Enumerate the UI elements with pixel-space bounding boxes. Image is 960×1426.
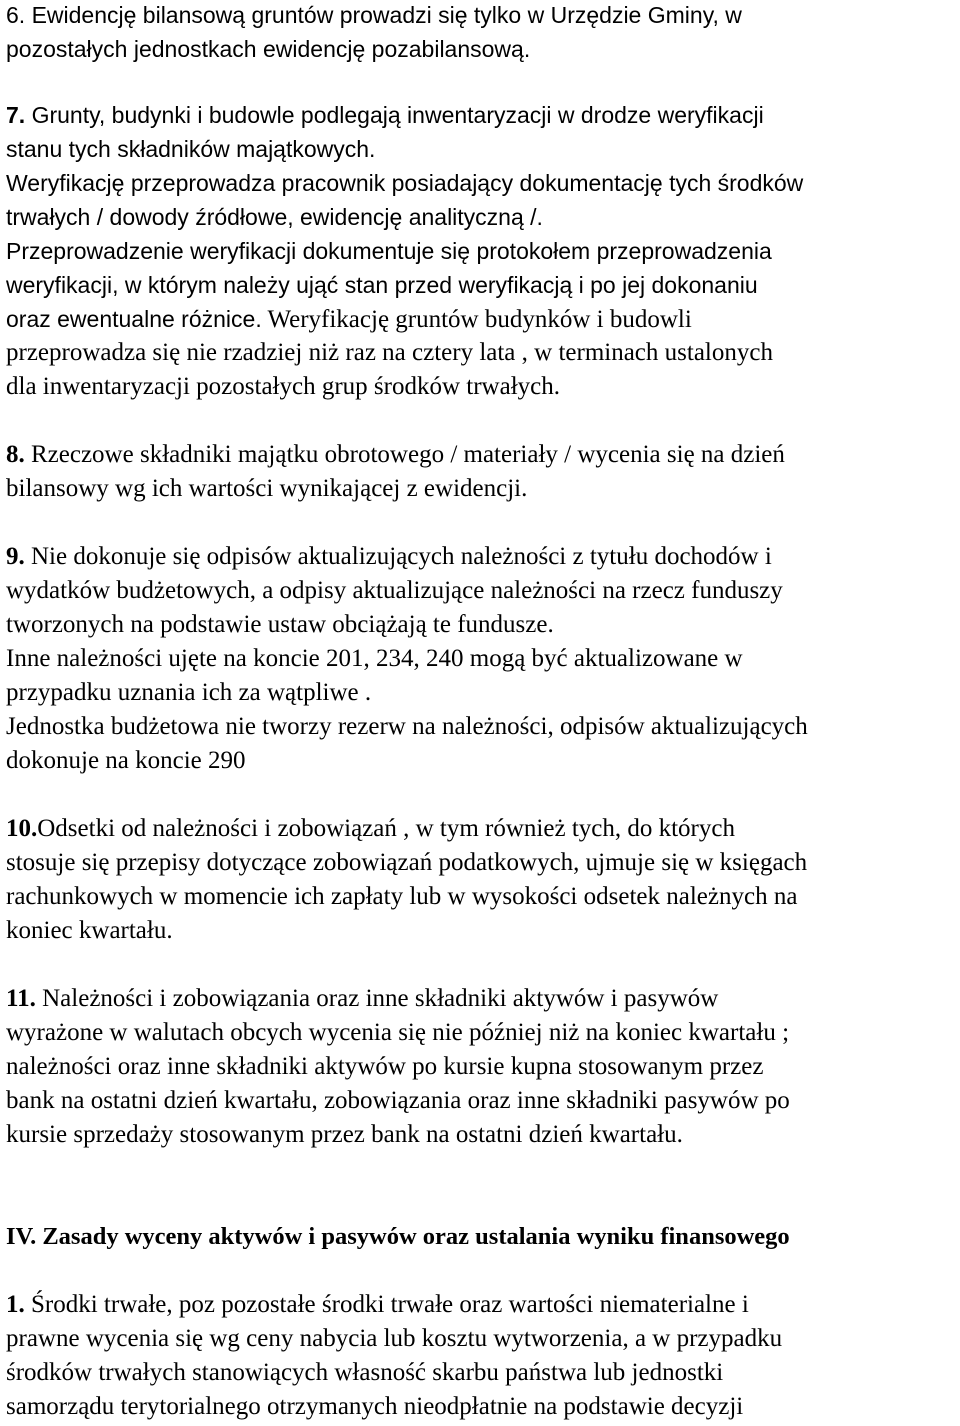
paragraph-9-line-5: przypadku uznania ich za wątpliwe . — [6, 679, 372, 706]
paragraph-7-line-1-text: Grunty, budynki i budowle podlegają inwentaryzacji w drodze weryfikacji — [25, 102, 764, 128]
paragraph-7-line-7-sans: oraz ewentualne różnice. — [6, 306, 262, 332]
section-1-line-1 — [6, 1290, 749, 1320]
paragraph-9-line-4: Inne należności ujęte na koncie 201, 234, 240 mogą być aktualizowane w — [6, 645, 743, 672]
section-1-line-3: środków trwałych stanowiących własność skarbu państwa lub jednostki — [6, 1359, 724, 1386]
paragraph-9-line-6: Jednostka budżetowa nie tworzy rezerw na należności, odpisów aktualizujących — [6, 713, 808, 740]
paragraph-7-line-8: przeprowadza się nie rzadziej niż raz na cztery lata , w terminach ustalonych — [6, 339, 773, 366]
paragraph-8-line-2: bilansowy wg ich wartości wynikającej z ewidencji. — [6, 475, 528, 502]
section-1-line-2: prawne wycenia się wg ceny nabycia lub kosztu wytworzenia, a w przypadku — [6, 1325, 783, 1352]
paragraph-8-line-1-text: Rzeczowe składniki majątku obrotowego / materiały / wycenia się na dzień — [24, 441, 785, 468]
paragraph-7-line-1 — [6, 100, 764, 130]
paragraph-9-line-1-text: Nie dokonuje się odpisów aktualizujących należności z tytułu dochodów i — [24, 543, 772, 570]
paragraph-10-line-1 — [6, 814, 735, 844]
paragraph-6-line-1: 6. Ewidencję bilansową gruntów prowadzi się tylko w Urzędzie Gminy, w — [6, 2, 742, 28]
paragraph-11-line-4: bank na ostatni dzień kwartału, zobowiązania oraz inne składniki pasywów po — [6, 1087, 790, 1114]
paragraph-7-line-4: trwałych / dowody źródłowe, ewidencję analityczną /. — [6, 204, 543, 230]
paragraph-11-line-1-text: Należności i zobowiązania oraz inne składniki aktywów i pasywów — [35, 985, 719, 1012]
paragraph-7-line-7-serif: Weryfikację gruntów budynków i budowli — [261, 306, 692, 333]
paragraph-10-line-3: rachunkowych w momencie ich zapłaty lub w wysokości odsetek należnych na — [6, 883, 798, 910]
paragraph-10-line-2: stosuje się przepisy dotyczące zobowiązań podatkowych, ujmuje się w księgach — [6, 849, 808, 876]
paragraph-8-line-1 — [6, 440, 785, 470]
paragraph-7-number: 7. — [6, 102, 26, 128]
paragraph-8-number: 8. — [6, 441, 25, 468]
paragraph-10-number: 10. — [6, 815, 38, 842]
paragraph-9-line-2: wydatków budżetowych, a odpisy aktualizujące należności na rzecz funduszy — [6, 577, 783, 604]
section-1-number: 1. — [6, 1291, 25, 1318]
paragraph-9-line-3: tworzonych na podstawie ustaw obciążają te fundusze. — [6, 611, 554, 638]
paragraph-9-line-1 — [6, 542, 772, 572]
paragraph-7-line-6: weryfikacji, w którym należy ująć stan przed weryfikacją i po jej dokonaniu — [6, 272, 758, 298]
paragraph-7-line-2: stanu tych składników majątkowych. — [6, 136, 376, 162]
paragraph-11-line-5: kursie sprzedaży stosowanym przez bank na ostatni dzień kwartału. — [6, 1121, 683, 1148]
paragraph-7-line-5: Przeprowadzenie weryfikacji dokumentuje się protokołem przeprowadzenia — [6, 238, 772, 264]
paragraph-6-line-2: pozostałych jednostkach ewidencję pozabilansową. — [6, 36, 531, 62]
paragraph-10-line-4: koniec kwartału. — [6, 917, 173, 944]
paragraph-11-line-1 — [6, 984, 718, 1014]
paragraph-9-line-7: dokonuje na koncie 290 — [6, 747, 246, 774]
paragraph-9-number: 9. — [6, 543, 25, 570]
section-heading: IV. Zasady wyceny aktywów i pasywów oraz ustalania wyniku finansowego — [6, 1223, 790, 1250]
section-1-line-4: samorządu terytorialnego otrzymanych nieodpłatnie na podstawie decyzji — [6, 1393, 744, 1420]
section-1-line-1-text: Środki trwałe, poz pozostałe środki trwałe oraz wartości niematerialne i — [24, 1291, 749, 1318]
paragraph-11-line-3: należności oraz inne składniki aktywów po kursie kupna stosowanym przez — [6, 1053, 764, 1080]
paragraph-7-line-7 — [6, 304, 692, 335]
paragraph-11-number: 11. — [6, 985, 36, 1012]
paragraph-10-line-1-text: Odsetki od należności i zobowiązań , w tym również tych, do których — [37, 815, 735, 842]
paragraph-11-line-2: wyrażone w walutach obcych wycenia się nie później niż na koniec kwartału ; — [6, 1019, 790, 1046]
paragraph-7-line-3: Weryfikację przeprowadza pracownik posiadający dokumentację tych środków — [6, 170, 804, 196]
paragraph-7-line-9: dla inwentaryzacji pozostałych grup środków trwałych. — [6, 373, 560, 400]
